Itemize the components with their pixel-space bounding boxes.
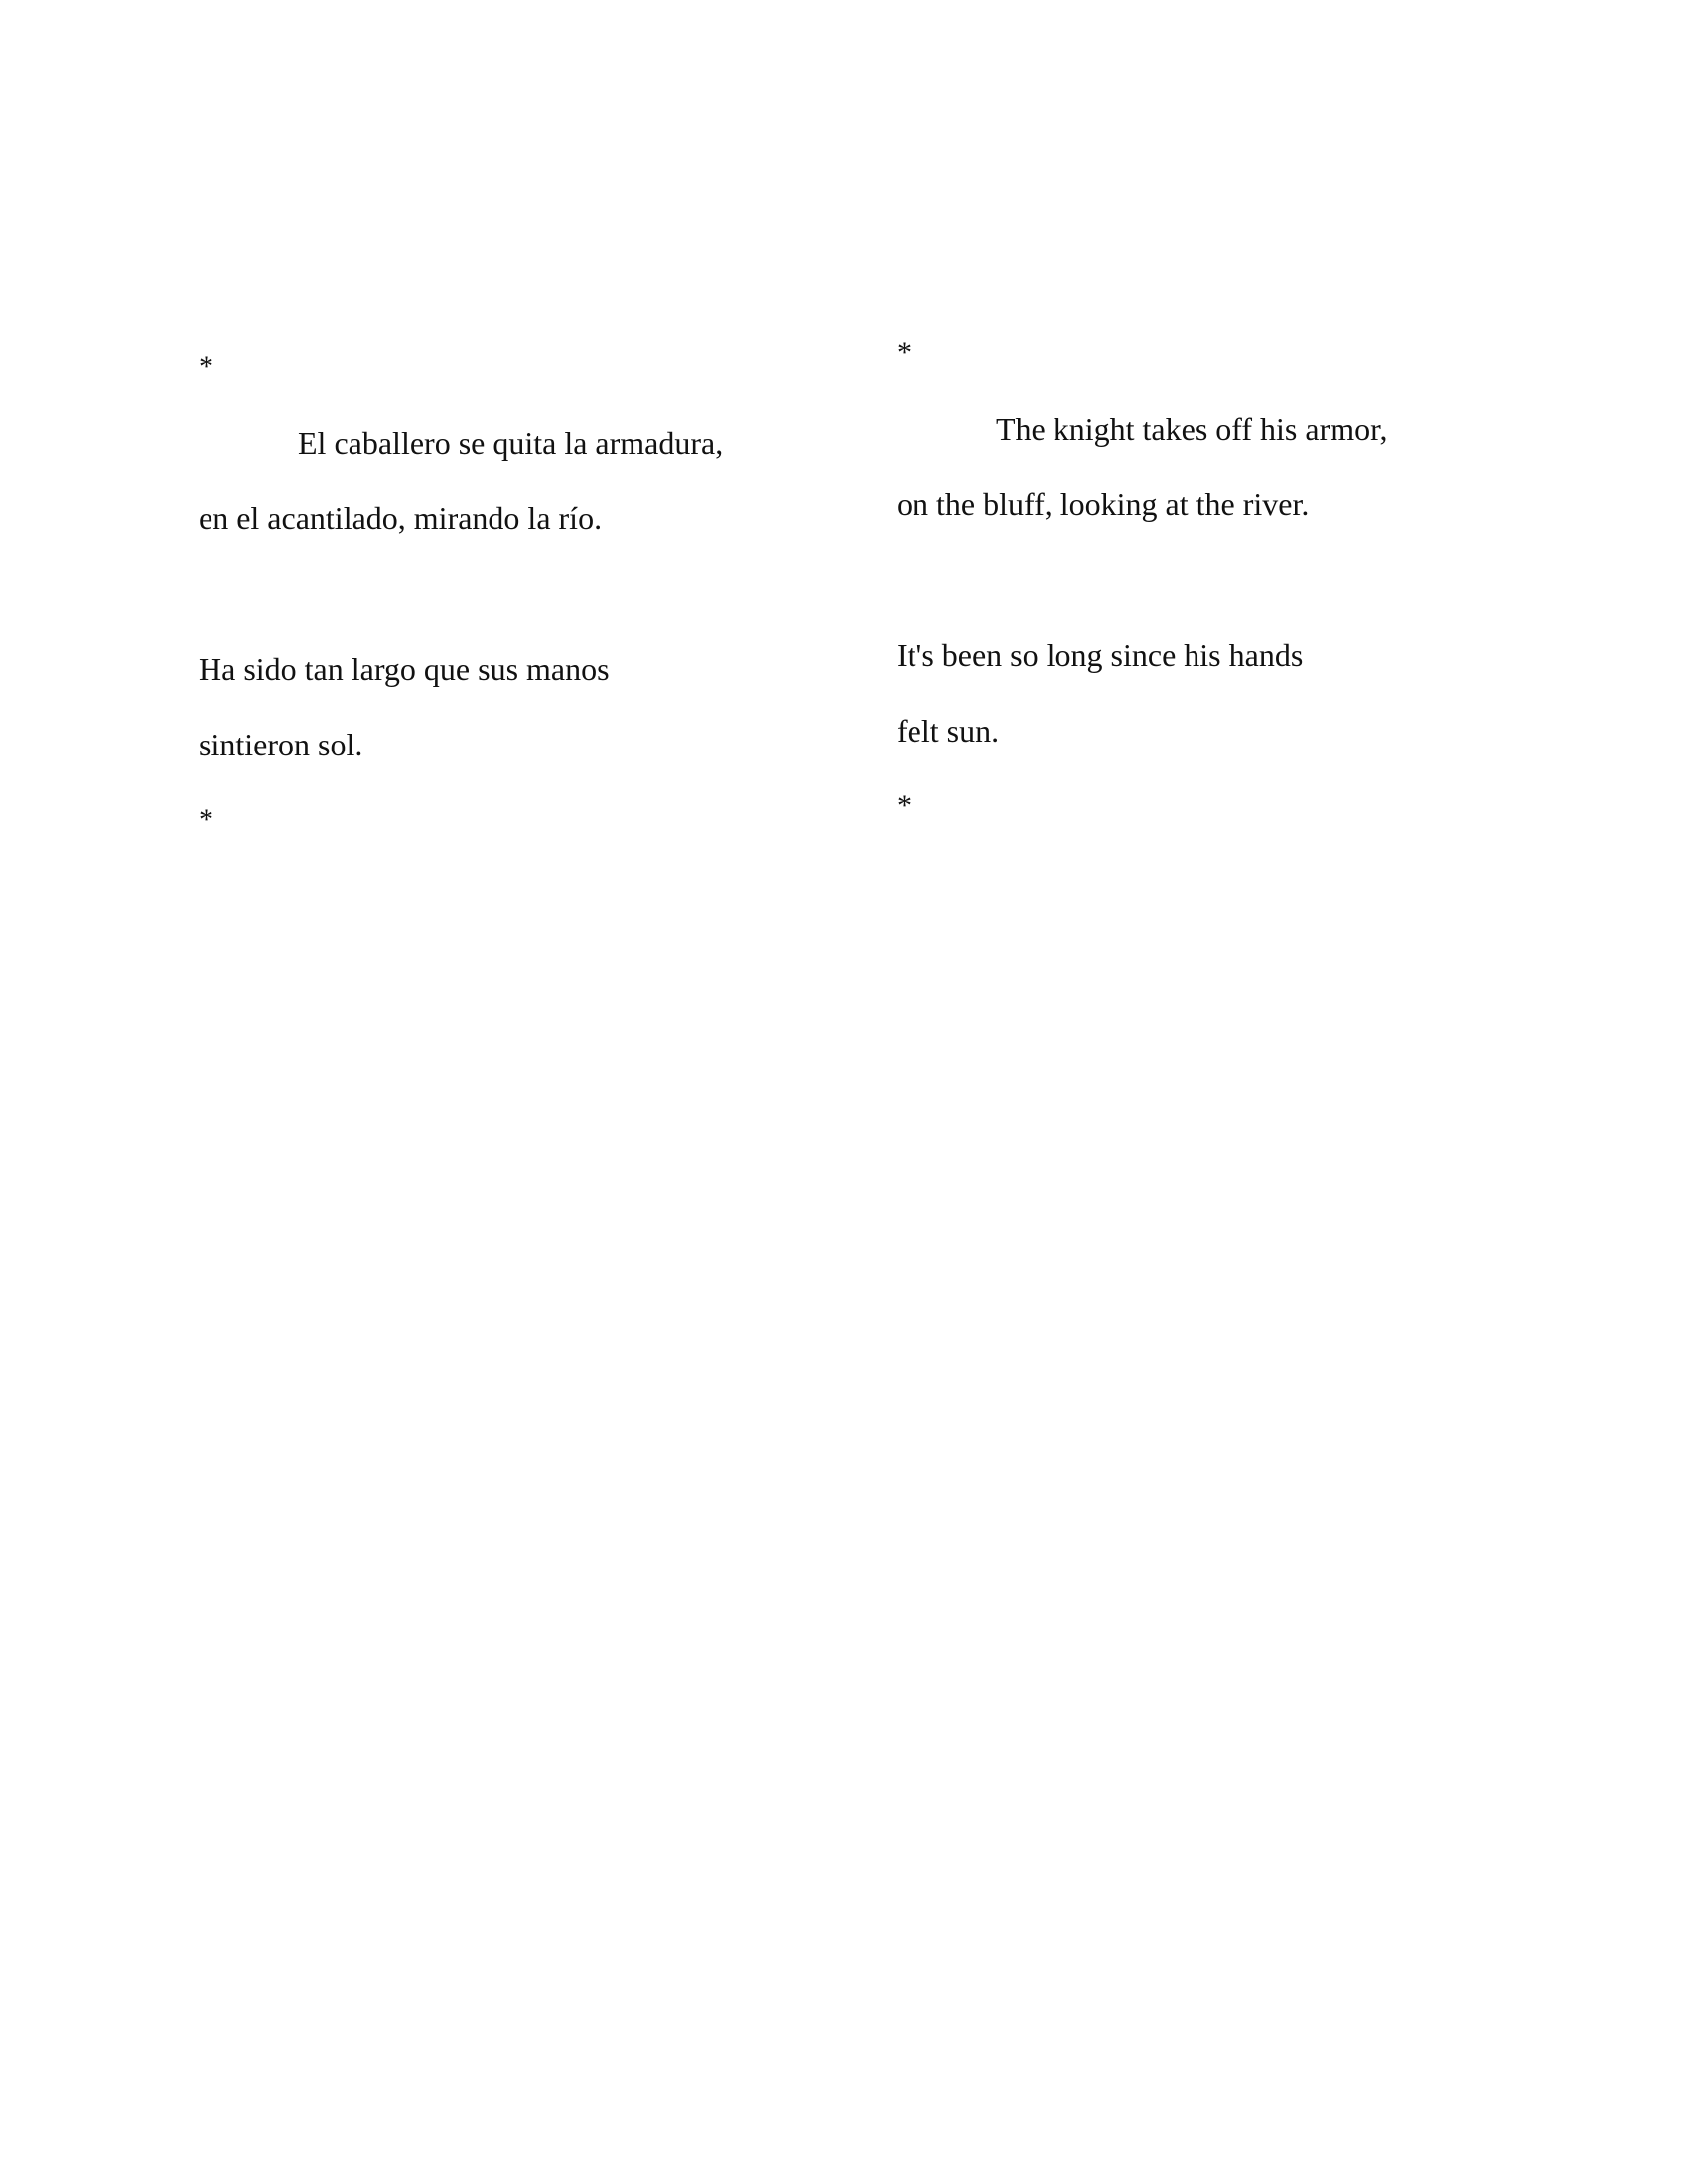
poem-line: Ha sido tan largo que sus manos xyxy=(199,651,610,687)
poem-line: on the bluff, looking at the river. xyxy=(897,486,1310,522)
section-divider-bottom: * xyxy=(897,789,912,822)
poem-line: felt sun. xyxy=(897,713,1000,749)
section-divider-top: * xyxy=(897,337,912,369)
poem-line: The knight takes off his armor, xyxy=(996,411,1388,447)
section-divider-top: * xyxy=(199,350,213,383)
poem-line: en el acantilado, mirando la río. xyxy=(199,500,603,536)
poem-line: El caballero se quita la armadura, xyxy=(298,425,724,461)
section-divider-bottom: * xyxy=(199,803,213,836)
poem-line: sintieron sol. xyxy=(199,727,363,762)
poem-line: It's been so long since his hands xyxy=(897,637,1304,673)
